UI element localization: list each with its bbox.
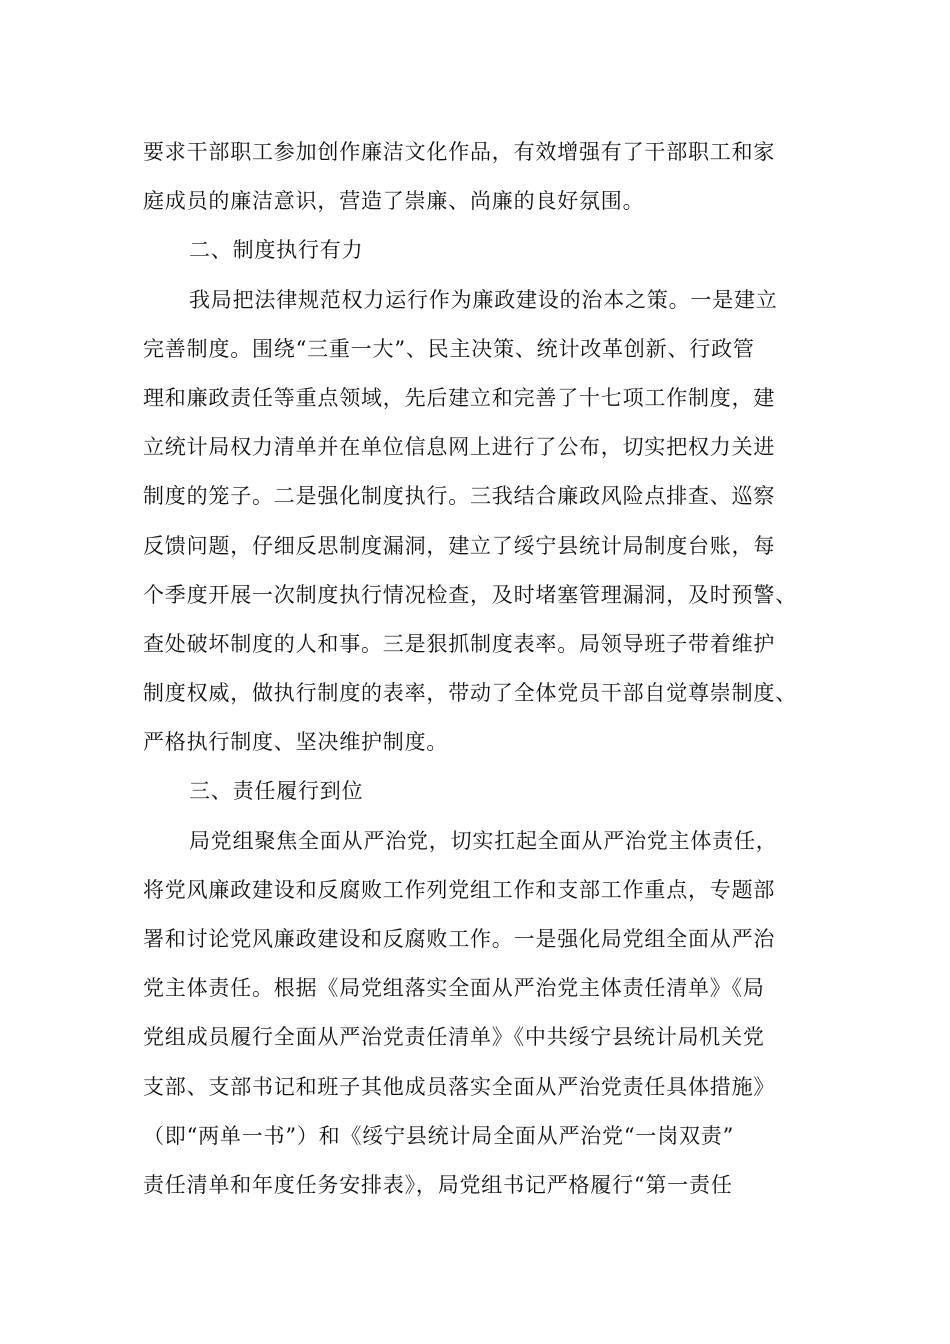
text-line: 立统计局权力清单并在单位信息网上进行了公布，切实把权力关进	[143, 435, 776, 460]
text-line: 反馈问题，仔细反思制度漏洞，建立了绥宁县统计局制度台账，每	[143, 533, 776, 558]
text-line: 完善制度。围绕“三重一大”、民主决策、统计改革创新、行政管	[143, 336, 755, 361]
text-line: 理和廉政责任等重点领域，先后建立和完善了十七项工作制度，建	[143, 385, 776, 410]
text-line: （即“两单一书”）和《绥宁县统计局全面从严治党“一岗双责”	[143, 1123, 735, 1148]
text-line: 支部、支部书记和班子其他成员落实全面从严治党责任具体措施》	[143, 1074, 776, 1099]
text-line: 三、责任履行到位	[189, 779, 364, 804]
text-line: 党主体责任。根据《局党组落实全面从严治党主体责任清单》《局	[143, 976, 765, 1001]
text-line: 查处破坏制度的人和事。三是狠抓制度表率。局领导班子带着维护	[143, 631, 776, 656]
text-line: 庭成员的廉洁意识，营造了崇廉、尚廉的良好氛围。	[143, 189, 645, 214]
text-line: 责任清单和年度任务安排表》，局党组书记严格履行“第一责任	[143, 1172, 733, 1197]
text-line: 署和讨论党风廉政建设和反腐败工作。一是强化局党组全面从严治	[143, 927, 776, 951]
text-line: 将党风廉政建设和反腐败工作列党组工作和支部工作重点，专题部	[143, 877, 776, 902]
text-line: 严格执行制度、坚决维护制度。	[143, 730, 449, 755]
text-line: 制度权威，做执行制度的表率，带动了全体党员干部自觉尊崇制度、	[143, 681, 797, 706]
text-line: 局党组聚焦全面从严治党，切实扛起全面从严治党主体责任，	[189, 828, 778, 853]
document-body	[143, 128, 825, 1210]
text-line: 制度的笼子。二是强化制度执行。三我结合廉政风险点排查、巡察	[143, 484, 776, 509]
text-line: 我局把法律规范权力运行作为廉政建设的治本之策。一是建立	[189, 287, 778, 312]
text-line: 党组成员履行全面从严治党责任清单》《中共绥宁县统计局机关党	[143, 1025, 765, 1050]
text-line: 个季度开展一次制度执行情况检查，及时堵塞管理漏洞，及时预警、	[143, 582, 797, 607]
text-line: 二、制度执行有力	[189, 238, 364, 263]
text-line: 要求干部职工参加创作廉洁文化作品，有效增强有了干部职工和家	[143, 140, 776, 164]
